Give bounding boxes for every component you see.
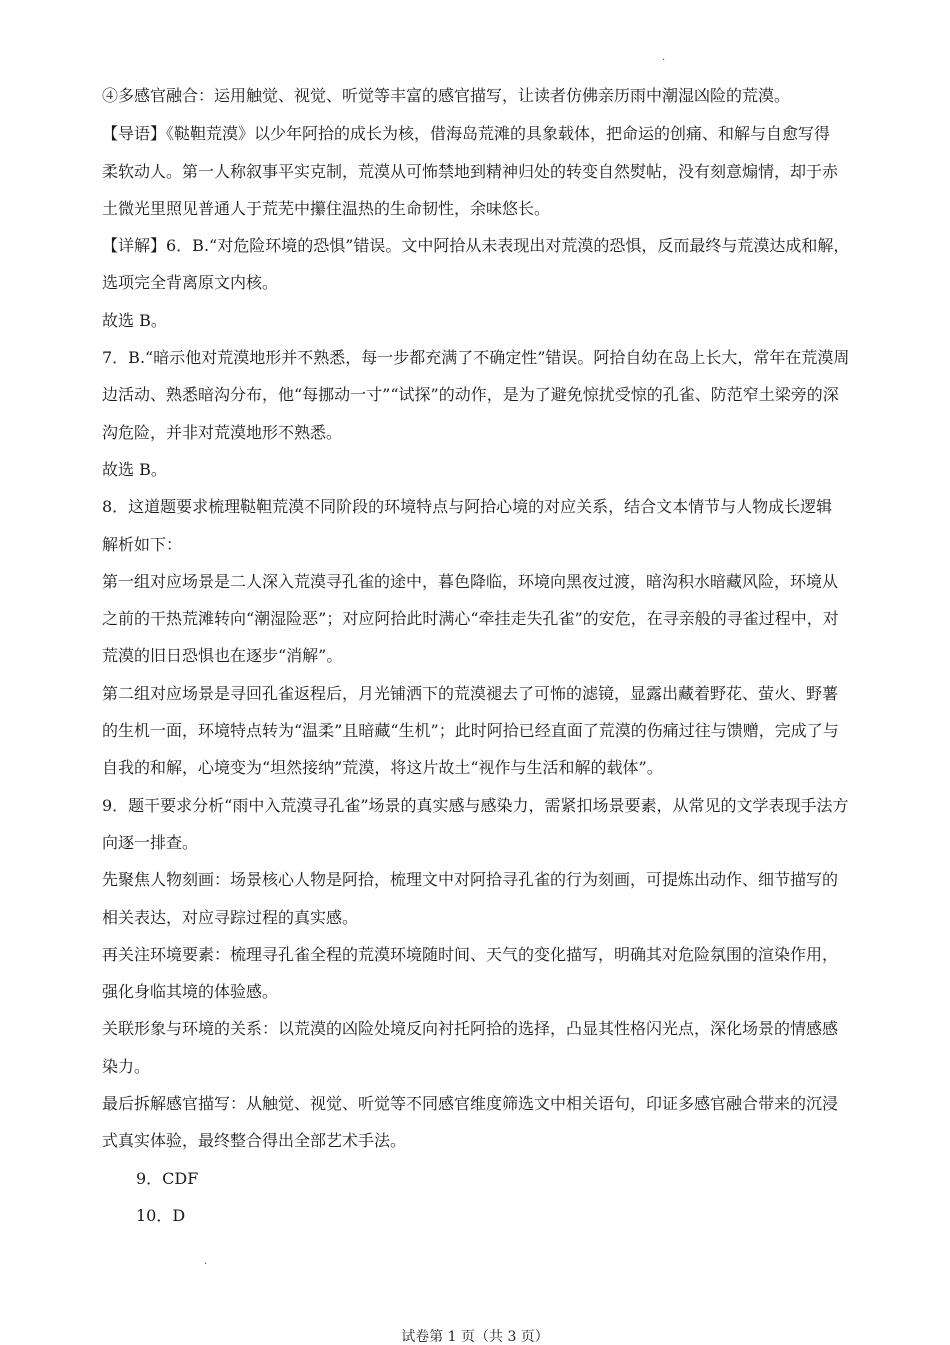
- page-footer: 试卷第 1 页（共 3 页）: [401, 1329, 549, 1345]
- text-line: 先聚焦人物刻画：场景核心人物是阿拾，梳理文中对阿拾寻孔雀的行为刻画，可提炼出动作、细节描写的: [102, 870, 839, 889]
- text-line: 向逐一排查。: [102, 833, 199, 852]
- text-line: 土微光里照见普通人于荒芜中攥住温热的生命韧性，余味悠长。: [102, 199, 551, 218]
- text-line: ④多感官融合：运用触觉、视觉、听觉等丰富的感官描写，让读者仿佛亲历雨中潮湿凶险的荒漠。: [102, 86, 791, 105]
- text-line: 第一组对应场景是二人深入荒漠寻孔雀的途中，暮色降临，环境向黑夜过渡，暗沟积水暗藏风险，环境从: [102, 572, 839, 591]
- scan-dot: ·: [204, 1259, 208, 1270]
- text-line: 【导语】《鞑靼荒漠》以少年阿拾的成长为核，借海岛荒滩的具象载体，把命运的创痛、和解与自愈写得: [102, 124, 831, 143]
- scan-dot: ·: [662, 55, 666, 66]
- text-line: 关联形象与环境的关系：以荒漠的凶险处境反向衬托阿拾的选择，凸显其性格闪光点，深化场景的情感感: [102, 1019, 839, 1038]
- text-line: 染力。: [102, 1057, 151, 1076]
- text-line: 第二组对应场景是寻回孔雀返程后，月光铺洒下的荒漠褪去了可怖的滤镜，显露出藏着野花、萤火、野薯: [102, 684, 839, 703]
- text-line: 的生机一面，环境特点转为“温柔”且暗藏“生机”；此时阿拾已经直面了荒漠的伤痛过往与馈赠，完成了与: [102, 721, 839, 740]
- answer-line: 9．CDF: [136, 1169, 199, 1188]
- text-line: 【详解】6．B.“对危险环境的恐惧”错误。文中阿拾从未表现出对荒漠的恐惧，反而最终与荒漠达成和解，: [102, 236, 850, 255]
- text-line: 解析如下：: [102, 535, 183, 554]
- text-line: 8．这道题要求梳理鞑靼荒漠不同阶段的环境特点与阿拾心境的对应关系，结合文本情节与人物成长逻辑: [102, 497, 833, 516]
- text-line: 9．题干要求分析“雨中入荒漠寻孔雀”场景的真实感与感染力，需紧扣场景要素，从常见的文学表现手法方: [102, 796, 849, 815]
- answer-line: 10．D: [136, 1206, 186, 1225]
- text-line: 相关表达，对应寻踪过程的真实感。: [102, 908, 359, 927]
- text-line: 强化身临其境的体验感。: [102, 982, 279, 1001]
- text-line: 7．B.“暗示他对荒漠地形并不熟悉，每一步都充满了不确定性”错误。阿拾自幼在岛上长大，常年在荒漠周: [102, 348, 850, 367]
- text-line: 自我的和解，心境变为“坦然接纳”荒漠，将这片故土“视作与生活和解的载体”。: [102, 758, 663, 777]
- text-line: 最后拆解感官描写：从触觉、视觉、听觉等不同感官维度筛选文中相关语句，印证多感官融合带来的沉浸: [102, 1094, 839, 1113]
- text-line: 故选 B。: [102, 311, 167, 330]
- text-line: 再关注环境要素：梳理寻孔雀全程的荒漠环境随时间、天气的变化描写，明确其对危险氛围的渲染作用，: [102, 945, 839, 964]
- text-line: 荒漠的旧日恐惧也在逐步“消解”。: [102, 646, 343, 665]
- text-line: 之前的干热荒滩转向“潮湿险恶”；对应阿拾此时满心“牵挂走失孔雀”的安危，在寻亲般的寻雀过程中，对: [102, 609, 839, 628]
- text-line: 式真实体验，最终整合得出全部艺术手法。: [102, 1131, 407, 1150]
- text-line: 故选 B。: [102, 460, 167, 479]
- text-line: 边活动、熟悉暗沟分布，他“每挪动一寸”“试探”的动作，是为了避免惊扰受惊的孔雀、防范窄土梁旁的深: [102, 385, 839, 404]
- text-line: 选项完全背离原文内核。: [102, 273, 279, 292]
- text-line: 柔软动人。第一人称叙事平实克制，荒漠从可怖禁地到精神归处的转变自然熨帖，没有刻意煽情，却于赤: [102, 162, 839, 181]
- text-line: 沟危险，并非对荒漠地形不熟悉。: [102, 423, 343, 442]
